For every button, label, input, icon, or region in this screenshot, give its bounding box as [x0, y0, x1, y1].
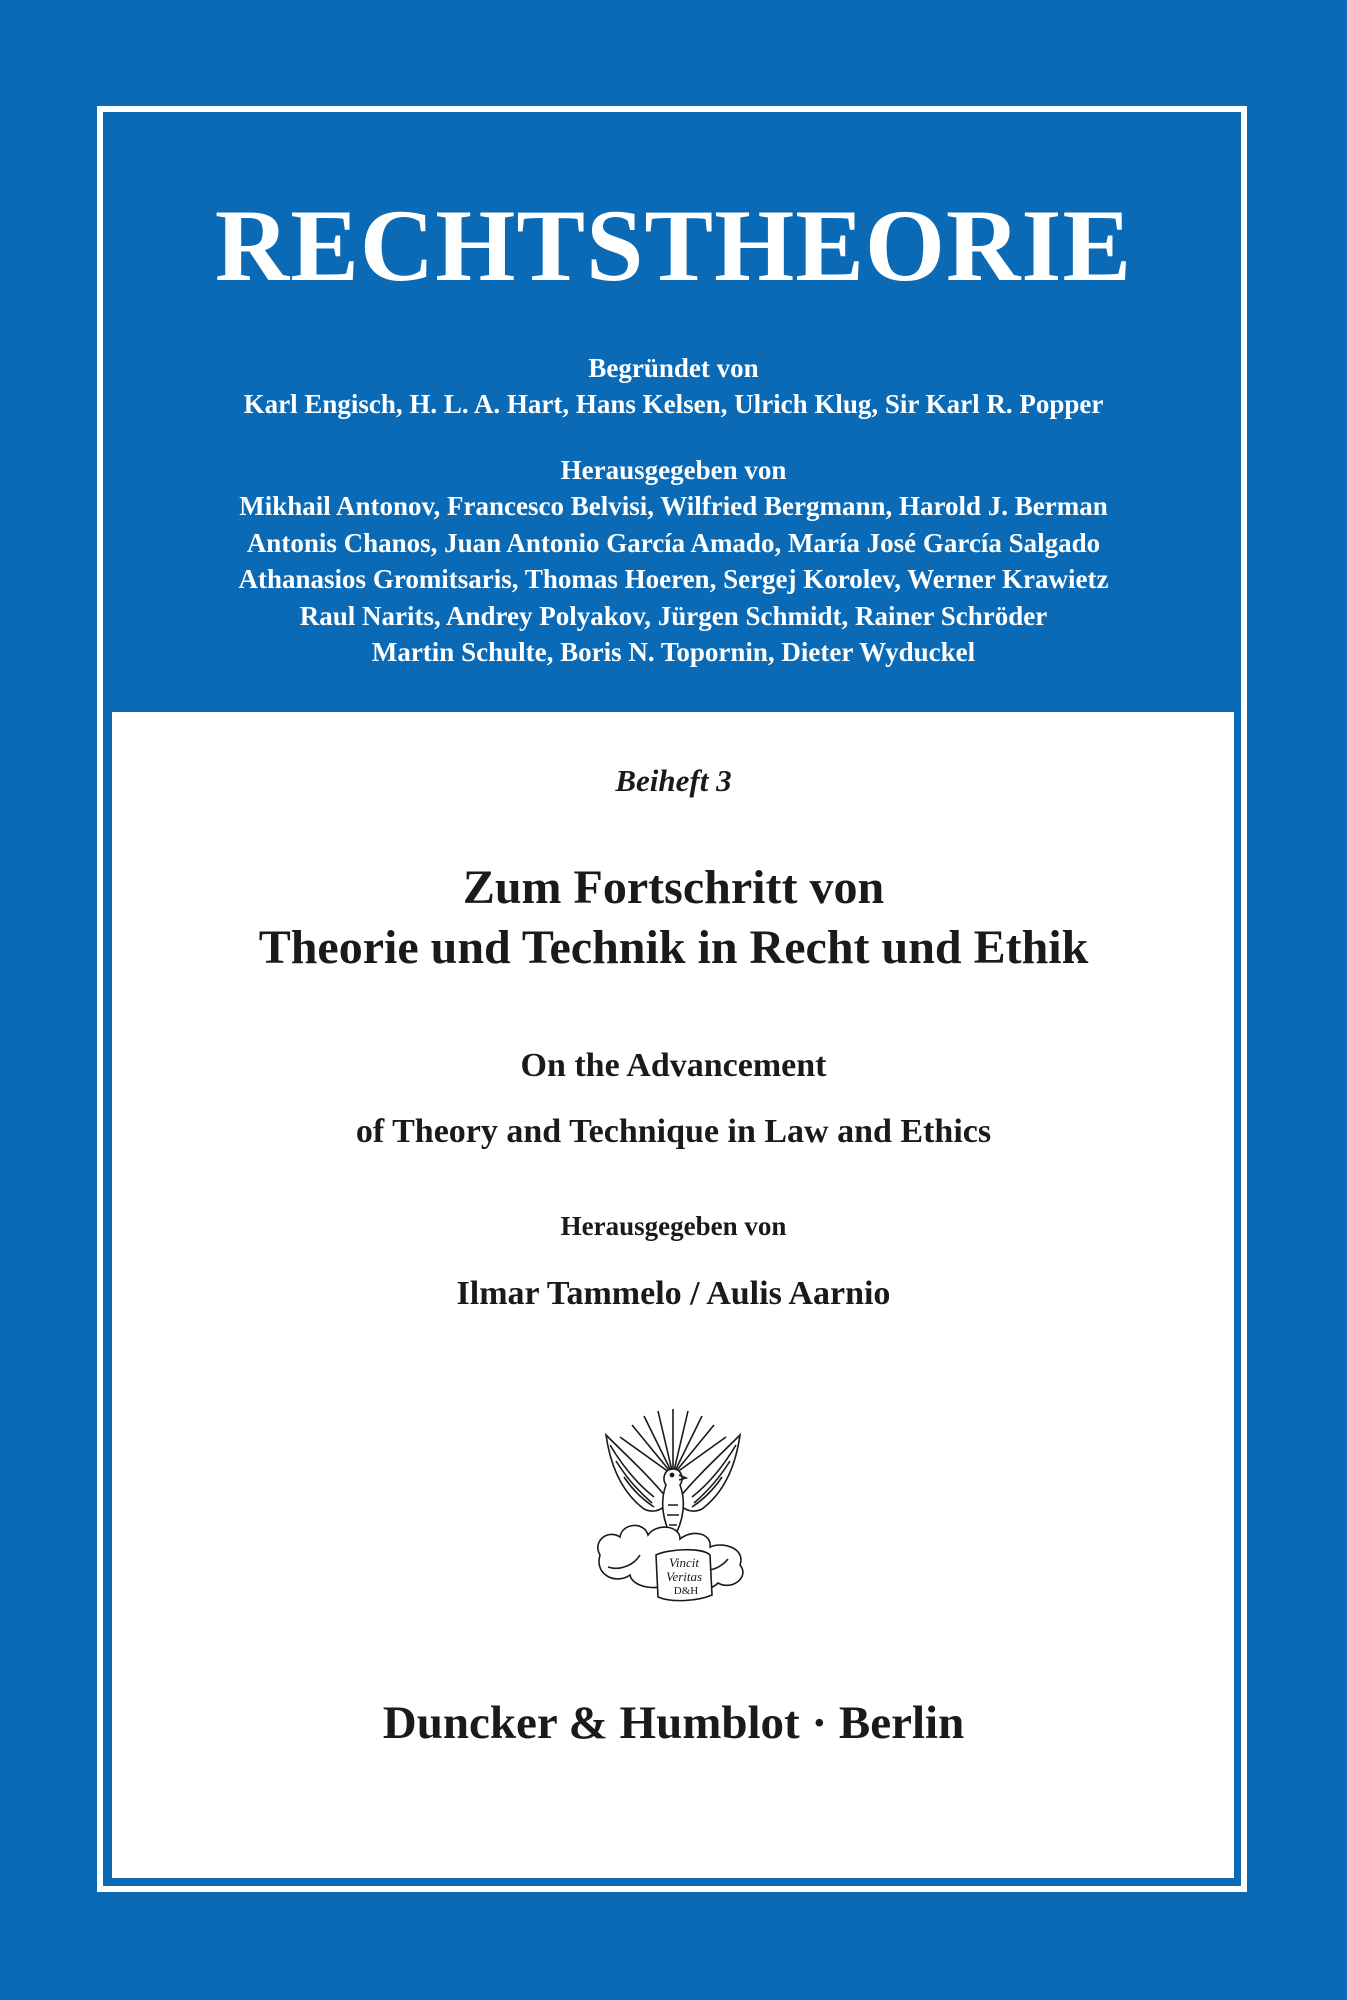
editors-label: Herausgegeben von	[560, 455, 787, 485]
book-title-line: Zum Fortschritt von	[462, 861, 885, 914]
logo-motto-vincit: Vincit	[668, 1555, 700, 1570]
book-title	[0, 858, 1347, 978]
publisher-eagle-logo-icon	[588, 1405, 758, 1610]
book-title-line: Theorie und Technik in Recht und Ethik	[258, 921, 1089, 974]
book-subtitle-line: On the Advancement	[520, 1047, 827, 1084]
volume-editors-label: Herausgegeben von	[560, 1211, 787, 1241]
founded-label: Begründet von	[588, 353, 759, 383]
editors-line: Athanasios Gromitsaris, Thomas Hoeren, Sergej Korolev, Werner Krawietz	[238, 564, 1109, 594]
editors-list	[0, 488, 1347, 671]
journal-title: RECHTSTHEORIE	[214, 189, 1133, 303]
editors-line: Martin Schulte, Boris N. Topornin, Dieter Wyduckel	[371, 637, 976, 667]
publisher-imprint: Duncker & Humblot · Berlin	[382, 1697, 965, 1749]
book-subtitle	[0, 1033, 1347, 1165]
supplement-number: Beiheft 3	[615, 763, 732, 798]
editors-line: Antonis Chanos, Juan Antonio García Amado, María José García Salgado	[246, 527, 1101, 558]
book-subtitle-line: of Theory and Technique in Law and Ethics	[355, 1113, 992, 1150]
editors-line: Raul Narits, Andrey Polyakov, Jürgen Schmidt, Rainer Schröder	[299, 600, 1048, 631]
logo-motto-veritas: Veritas	[665, 1569, 703, 1584]
founders-list: Karl Engisch, H. L. A. Hart, Hans Kelsen, Ulrich Klug, Sir Karl R. Popper	[243, 389, 1104, 419]
volume-editors: Ilmar Tammelo / Aulis Aarnio	[456, 1275, 891, 1312]
editors-line: Mikhail Antonov, Francesco Belvisi, Wilfried Bergmann, Harold J. Berman	[239, 491, 1108, 521]
logo-monogram: D&H	[673, 1585, 699, 1597]
